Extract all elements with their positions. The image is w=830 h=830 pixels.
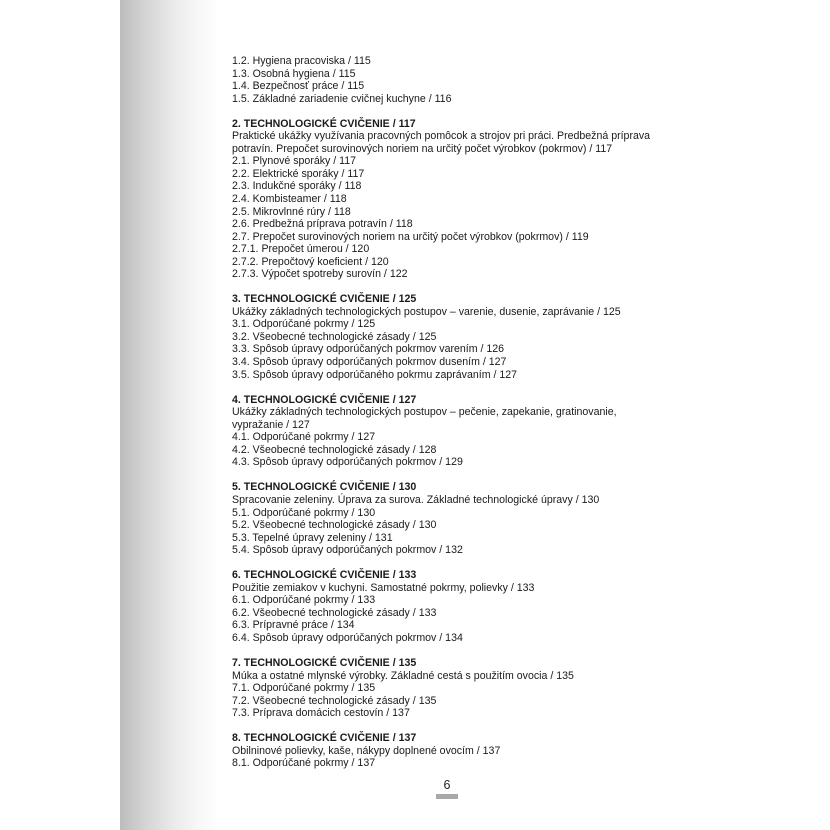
- toc-entry: 6.3. Prípravné práce / 134: [232, 619, 355, 632]
- section-heading: 2. TECHNOLOGICKÉ CVIČENIE / 117: [232, 117, 416, 130]
- toc-entry: 4.2. Všeobecné technologické zásady / 128: [232, 443, 437, 456]
- toc-entry: 1.4. Bezpečnosť práce / 115: [232, 80, 365, 93]
- toc-section: [232, 293, 652, 381]
- toc-entry: 1.5. Základné zariadenie cvičnej kuchyne / 116: [232, 92, 452, 105]
- toc-entry: Ukážky základných technologických postupov – varenie, dusenie, zaprávanie / 125: [232, 305, 621, 318]
- page-number-bar: [436, 794, 458, 799]
- section-heading: 4. TECHNOLOGICKÉ CVIČENIE / 127: [232, 393, 417, 406]
- toc-section: [232, 118, 652, 281]
- section-heading: 3. TECHNOLOGICKÉ CVIČENIE / 125: [232, 293, 417, 306]
- toc-entry: 3.4. Spôsob úpravy odporúčaných pokrmov dusením / 127: [232, 356, 507, 369]
- toc-entry: Použitie zemiakov v kuchyni. Samostatné pokrmy, polievky / 133: [232, 581, 535, 594]
- left-margin: [0, 0, 120, 830]
- toc-section: [232, 657, 652, 720]
- toc-entry: 1.2. Hygiena pracoviska / 115: [232, 55, 371, 67]
- toc-entry: 3.3. Spôsob úpravy odporúčaných pokrmov varením / 126: [232, 343, 505, 356]
- toc-entry: 2.2. Elektrické sporáky / 117: [232, 167, 365, 180]
- section-heading: 8. TECHNOLOGICKÉ CVIČENIE / 137: [232, 732, 417, 745]
- toc-entry: 5.4. Spôsob úpravy odporúčaných pokrmov / 132: [232, 544, 463, 557]
- toc-entry: 6.4. Spôsob úpravy odporúčaných pokrmov / 134: [232, 631, 463, 644]
- toc-entry: 3.5. Spôsob úpravy odporúčaného pokrmu zaprávaním / 127: [232, 368, 518, 381]
- toc-entry: 7.2. Všeobecné technologické zásady / 135: [232, 694, 437, 707]
- table-of-contents: [232, 55, 652, 782]
- toc-entry: 2.5. Mikrovlnné rúry / 118: [232, 205, 351, 218]
- toc-entry: 2.7.1. Prepočet úmerou / 120: [232, 243, 370, 256]
- toc-section: [232, 481, 652, 556]
- toc-entry: 1.3. Osobná hygiena / 115: [232, 67, 356, 80]
- toc-entry: 2.7.2. Prepočtový koeficient / 120: [232, 255, 389, 268]
- page-number: 6: [443, 778, 451, 792]
- toc-section: [232, 569, 652, 644]
- toc-entry: 3.2. Všeobecné technologické zásady / 125: [232, 330, 437, 343]
- toc-entry: Spracovanie zeleniny. Úprava za surova. Základné technologické úpravy / 130: [232, 493, 600, 506]
- section-heading: 7. TECHNOLOGICKÉ CVIČENIE / 135: [232, 656, 417, 669]
- toc-entry: 2.6. Predbežná príprava potravín / 118: [232, 218, 413, 231]
- toc-entry: 2.4. Kombisteamer / 118: [232, 192, 347, 205]
- toc-section: [232, 394, 652, 469]
- toc-entry: 2.1. Plynové sporáky / 117: [232, 155, 357, 168]
- toc-entry: 4.1. Odporúčané pokrmy / 127: [232, 431, 376, 444]
- toc-entry: Obilninové polievky, kaše, nákypy doplnené ovocím / 137: [232, 744, 501, 757]
- toc-entry: 5.2. Všeobecné technologické zásady / 130: [232, 519, 437, 532]
- section-heading: 5. TECHNOLOGICKÉ CVIČENIE / 130: [232, 481, 417, 494]
- toc-entry: 6.2. Všeobecné technologické zásady / 133: [232, 606, 437, 619]
- toc-entry: 5.1. Odporúčané pokrmy / 130: [232, 506, 376, 519]
- toc-section: [232, 55, 652, 105]
- toc-entry: 5.3. Tepelné úpravy zeleniny / 131: [232, 531, 393, 544]
- toc-entry: 6.1. Odporúčané pokrmy / 133: [232, 594, 376, 607]
- toc-entry: 2.7. Prepočet surovinových noriem na určitý počet výrobkov (pokrmov) / 119: [232, 230, 589, 243]
- toc-entry: Ukážky základných technologických postupov – pečenie, zapekanie, gratinovanie, vypražanie / 127: [232, 406, 617, 431]
- toc-entry: 2.7.3. Výpočet spotreby surovín / 122: [232, 268, 408, 281]
- toc-entry: 2.3. Indukčné sporáky / 118: [232, 180, 362, 193]
- toc-entry: Múka a ostatné mlynské výrobky. Základné cestá s použitím ovocia / 135: [232, 669, 574, 682]
- toc-entry: 8.1. Odporúčané pokrmy / 137: [232, 757, 376, 770]
- toc-section: [232, 732, 652, 770]
- toc-entry: Praktické ukážky využívania pracovných pomôcok a strojov pri práci. Predbežná príprava potravín. Prepočet surovinových noriem na určitý počet výrobkov (pokrmov) / 117: [232, 130, 651, 155]
- toc-entry: 4.3. Spôsob úpravy odporúčaných pokrmov / 129: [232, 456, 463, 469]
- section-heading: 6. TECHNOLOGICKÉ CVIČENIE / 133: [232, 569, 417, 582]
- toc-entry: 7.3. Príprava domácich cestovín / 137: [232, 707, 410, 720]
- toc-entry: 7.1. Odporúčané pokrmy / 135: [232, 682, 376, 695]
- toc-entry: 3.1. Odporúčané pokrmy / 125: [232, 318, 376, 331]
